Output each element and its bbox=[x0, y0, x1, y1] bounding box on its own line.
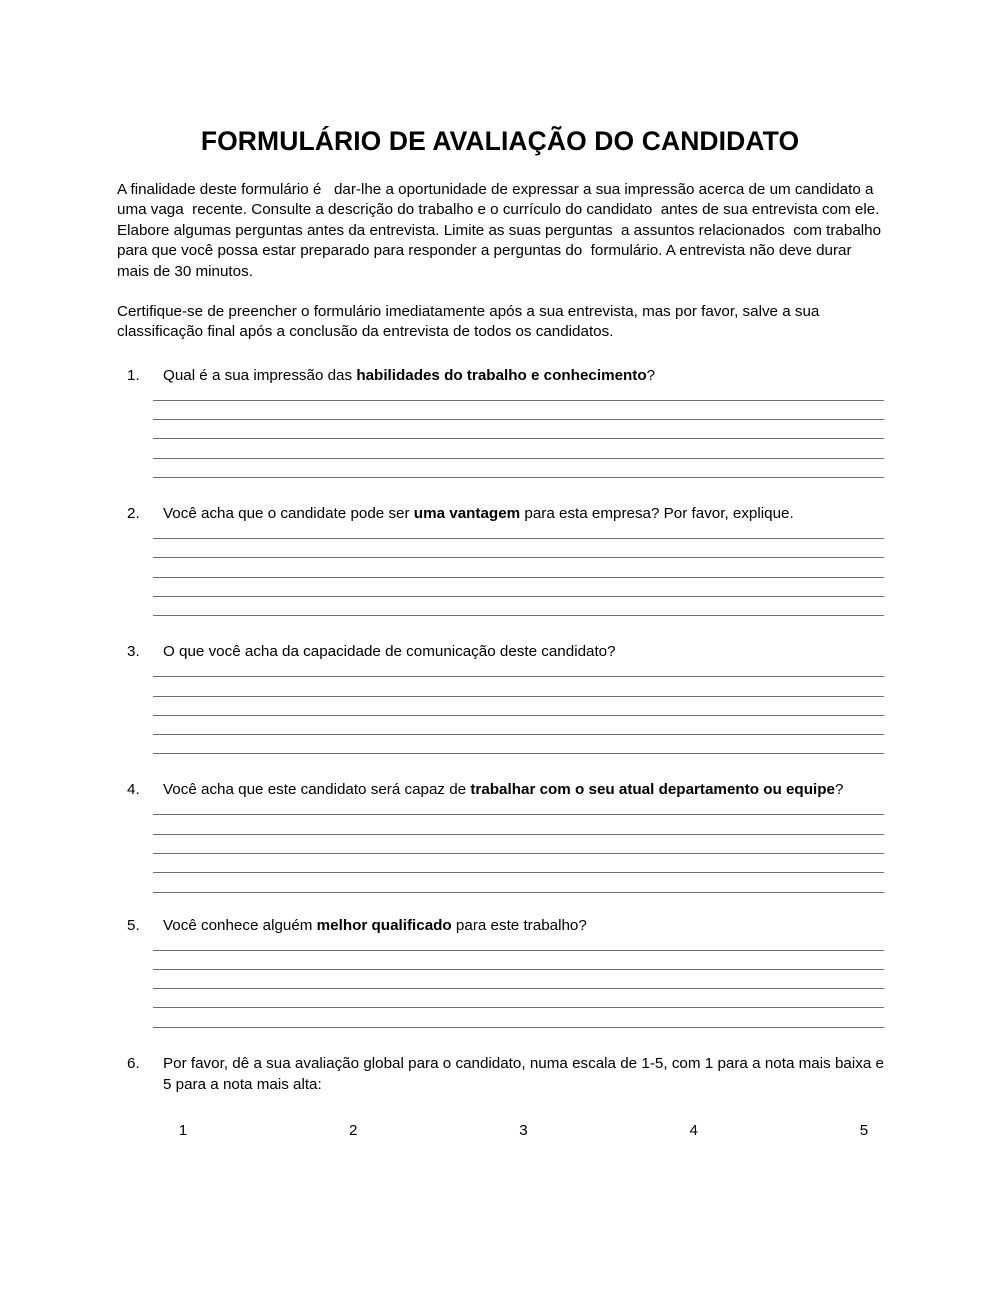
rating-scale[interactable] bbox=[163, 1121, 884, 1141]
question-item-1 bbox=[117, 365, 884, 503]
answer-lines-5[interactable] bbox=[153, 950, 884, 1028]
question-row-4 bbox=[117, 779, 884, 801]
question-number-3: 3. bbox=[127, 643, 140, 661]
answer-line[interactable] bbox=[153, 696, 884, 697]
rating-option-1[interactable]: 1 bbox=[178, 1121, 188, 1139]
question-item-5 bbox=[117, 915, 884, 1053]
answer-line[interactable] bbox=[153, 400, 884, 401]
question-text-4-plain-before: Você acha que este candidato será capaz de bbox=[163, 781, 471, 799]
answer-lines-2[interactable] bbox=[153, 538, 884, 616]
question-item-3 bbox=[117, 641, 884, 779]
questions-list bbox=[117, 365, 884, 1141]
question-item-2 bbox=[117, 503, 884, 641]
answer-line[interactable] bbox=[153, 853, 884, 854]
question-text-1-plain-after: ? bbox=[646, 366, 656, 384]
question-number-1: 1. bbox=[127, 366, 140, 384]
answer-line[interactable] bbox=[153, 814, 884, 815]
question-row-2 bbox=[117, 503, 884, 525]
rating-option-5[interactable]: 5 bbox=[859, 1121, 869, 1139]
question-text-6-plain-before: Por favor, dê a sua avaliação global para o candidato, numa escala de 1-5, com 1 para a nota mais baixa e 5 para a nota mais alta: bbox=[163, 1054, 884, 1093]
answer-line[interactable] bbox=[153, 676, 884, 677]
answer-line[interactable] bbox=[153, 577, 884, 578]
question-text-1 bbox=[163, 365, 884, 386]
answer-line[interactable] bbox=[153, 734, 884, 735]
question-number-2: 2. bbox=[127, 505, 140, 523]
question-text-4 bbox=[163, 779, 884, 800]
answer-line[interactable] bbox=[153, 438, 884, 439]
answer-line[interactable] bbox=[153, 950, 884, 951]
rating-option-2[interactable]: 2 bbox=[349, 1121, 358, 1139]
document-body bbox=[117, 180, 884, 1141]
answer-line[interactable] bbox=[153, 1007, 884, 1008]
spacer bbox=[117, 478, 884, 503]
answer-line[interactable] bbox=[153, 557, 884, 558]
question-row-5 bbox=[117, 915, 884, 937]
answer-lines-4[interactable] bbox=[153, 814, 884, 892]
answer-line[interactable] bbox=[153, 538, 884, 539]
spacer bbox=[117, 616, 884, 641]
answer-line[interactable] bbox=[153, 988, 884, 989]
question-row-3 bbox=[117, 641, 884, 663]
question-text-6 bbox=[163, 1053, 884, 1095]
answer-line[interactable] bbox=[153, 834, 884, 835]
page-title: FORMULÁRIO DE AVALIAÇÃO DO CANDIDATO bbox=[200, 125, 800, 156]
question-item-6 bbox=[117, 1053, 884, 1141]
question-row-6 bbox=[117, 1053, 884, 1095]
answer-line[interactable] bbox=[153, 458, 884, 459]
answer-line[interactable] bbox=[153, 715, 884, 716]
answer-line[interactable] bbox=[153, 596, 884, 597]
answer-lines-3[interactable] bbox=[153, 676, 884, 754]
intro-paragraph-1: A finalidade deste formulário é dar-lhe a oportunidade de expressar a sua impressão acerca de um candidato a uma vaga recente. Consulte a descrição do trabalho e o currículo do candidato antes de sua entrevista com ele. Elabore algumas perguntas antes da entrevista. Limite as suas perguntas a assuntos relacionados com trabalho para que você possa estar preparado para responder a perguntas do formulário. A entrevista não deve durar mais de 30 minutos. bbox=[117, 181, 886, 280]
question-text-2 bbox=[163, 503, 884, 524]
question-text-2-plain-after: para esta empresa? Por favor, explique. bbox=[520, 505, 794, 523]
question-number-4: 4. bbox=[127, 781, 140, 799]
spacer bbox=[117, 1028, 884, 1053]
question-text-5-plain-before: Você conhece alguém bbox=[163, 916, 317, 934]
answer-line[interactable] bbox=[153, 969, 884, 970]
question-text-5 bbox=[163, 915, 884, 936]
answer-lines-1[interactable] bbox=[153, 400, 884, 478]
answer-line[interactable] bbox=[153, 419, 884, 420]
question-number-6: 6. bbox=[127, 1054, 140, 1072]
question-text-3-plain-before: O que você acha da capacidade de comunicação deste candidato? bbox=[163, 643, 616, 661]
intro-paragraph-2: Certifique-se de preencher o formulário imediatamente após a sua entrevista, mas por favor, salve a sua classificação final após a conclusão da entrevista de todos os candidatos. bbox=[117, 303, 824, 341]
rating-option-4[interactable]: 4 bbox=[689, 1121, 698, 1139]
question-text-1-emphasis: habilidades do trabalho e conhecimento bbox=[356, 366, 647, 384]
spacer bbox=[117, 893, 884, 915]
rating-option-3[interactable]: 3 bbox=[519, 1121, 528, 1139]
question-text-5-emphasis: melhor qualificado bbox=[316, 916, 452, 934]
question-text-2-plain-before: Você acha que o candidate pode ser bbox=[163, 505, 414, 523]
question-text-4-emphasis: trabalhar com o seu atual departamento ou equipe bbox=[470, 781, 835, 799]
answer-line[interactable] bbox=[153, 872, 884, 873]
question-text-2-emphasis: uma vantagem bbox=[413, 505, 521, 523]
spacer bbox=[117, 754, 884, 779]
question-text-4-plain-after: ? bbox=[834, 781, 844, 799]
question-text-5-plain-after: para este trabalho? bbox=[451, 916, 587, 934]
question-text-3 bbox=[163, 641, 884, 662]
question-row-1 bbox=[117, 365, 884, 387]
question-number-5: 5. bbox=[127, 916, 140, 934]
question-text-1-plain-before: Qual é a sua impressão das bbox=[163, 366, 357, 384]
question-item-4 bbox=[117, 779, 884, 914]
